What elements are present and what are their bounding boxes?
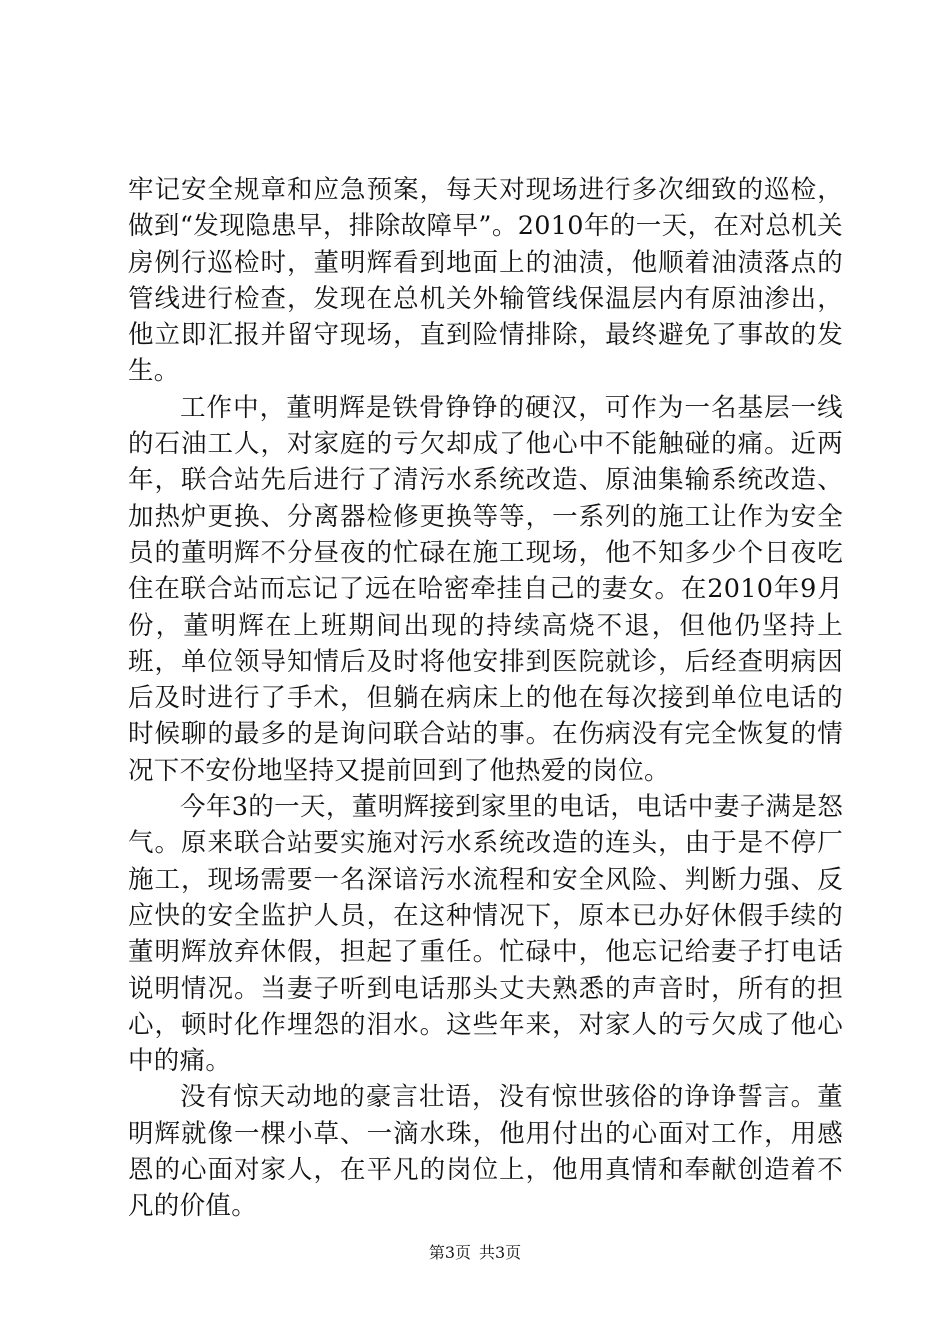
page-number: 第3页 (428, 1243, 471, 1262)
page-footer (0, 1243, 950, 1263)
paragraph-4: 没有惊天动地的豪言壮语，没有惊世骇俗的诤诤誓言。董明辉就像一棵小草、一滴水珠，他用付出的心面对工作，用感恩的心面对家人，在平凡的岗位上，他用真情和奉献创造着不凡的价值。 (128, 1082, 843, 1222)
paragraph-3: 今年3的一天，董明辉接到家里的电话，电话中妻子满是怒气。原来联合站要实施对污水系统改造的连头，由于是不停厂施工，现场需要一名深谙污水流程和安全风险、判断力强、反应快的安全监护人员，在这种情况下，原本已办好休假手续的董明辉放弃休假，担起了重任。忙碌中，他忘记给妻子打电话说明情况。当妻子听到电话那头丈夫熟悉的声音时，所有的担心，顿时化作埋怨的泪水。这些年来，对家人的亏欠成了他心中的痛。 (128, 792, 843, 1077)
document-body (128, 172, 843, 1225)
paragraph-1: 牢记安全规章和应急预案，每天对现场进行多次细致的巡检，做到“发现隐患早，排除故障早”。2010年的一天，在对总机关房例行巡检时，董明辉看到地面上的油渍，他顺着油渍落点的管线进行检查，发现在总机关外输管线保温层内有原油渗出，他立即汇报并留守现场，直到险情排除，最终避免了事故的发生。 (128, 175, 843, 387)
paragraph-2: 工作中，董明辉是铁骨铮铮的硬汉，可作为一名基层一线的石油工人，对家庭的亏欠却成了他心中不能触碰的痛。近两年，联合站先后进行了清污水系统改造、原油集输系统改造、加热炉更换、分离器检修更换等等，一系列的施工让作为安全员的董明辉不分昼夜的忙碌在施工现场，他不知多少个日夜吃住在联合站而忘记了远在哈密牵挂自己的妻女。在2010年9月份，董明辉在上班期间出现的持续高烧不退，但他仍坚持上班，单位领导知情后及时将他安排到医院就诊，后经查明病因后及时进行了手术，但躺在病床上的他在每次接到单位电话的时候聊的最多的是询问联合站的事。在伤病没有完全恢复的情况下不安份地坚持又提前回到了他热爱的岗位。 (128, 392, 843, 786)
page-total: 共3页 (479, 1243, 522, 1262)
